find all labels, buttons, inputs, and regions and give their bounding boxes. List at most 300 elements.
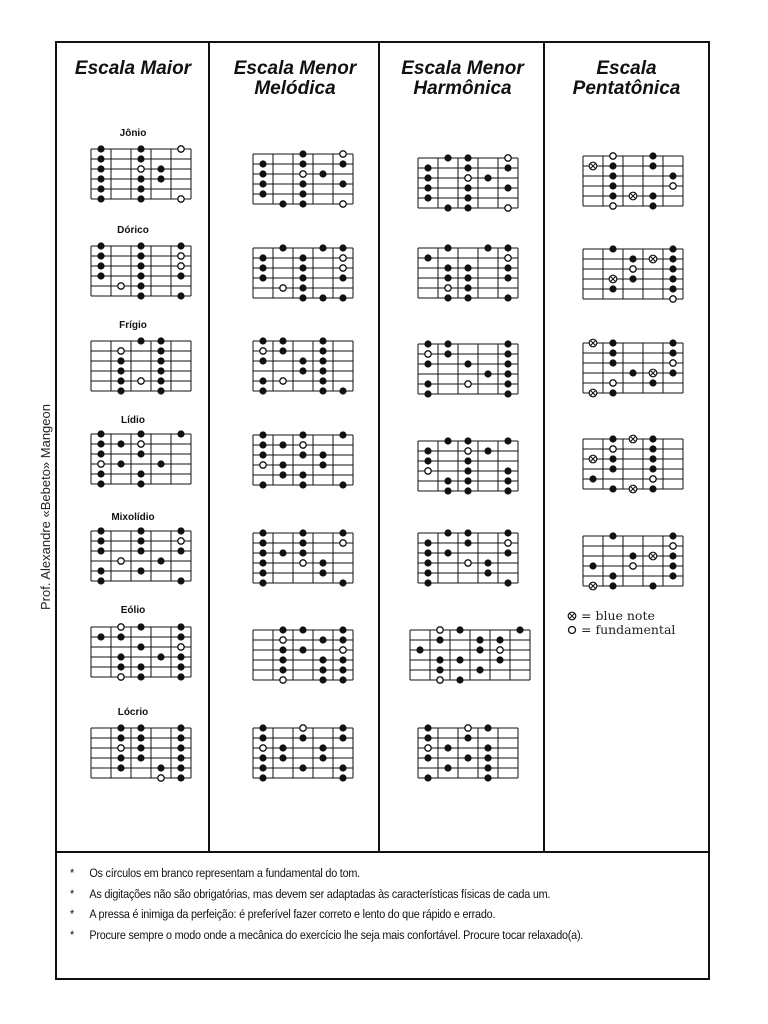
note-dot	[279, 461, 286, 468]
note-dot	[444, 244, 451, 251]
note-dot	[464, 487, 471, 494]
root-note-circle	[118, 624, 124, 630]
fretboard-diagram	[404, 624, 536, 686]
note-dot	[259, 549, 266, 556]
note-dot	[137, 547, 144, 554]
root-note-circle	[300, 725, 306, 731]
note-dot	[649, 192, 656, 199]
note-dot	[137, 744, 144, 751]
note-dot	[436, 636, 443, 643]
note-dot	[177, 547, 184, 554]
note-dot	[177, 774, 184, 781]
note-dot	[669, 265, 676, 272]
note-dot	[476, 646, 483, 653]
note-dot	[484, 754, 491, 761]
fretboard-diagram	[412, 435, 524, 497]
note-dot	[464, 754, 471, 761]
root-note-circle	[280, 677, 286, 683]
note-dot	[157, 377, 164, 384]
root-note-circle	[280, 285, 286, 291]
note-dot	[496, 656, 503, 663]
fretboard-diagram	[247, 242, 359, 304]
note-dot	[259, 190, 266, 197]
note-dot	[484, 244, 491, 251]
note-dot	[319, 367, 326, 374]
note-dot	[504, 244, 511, 251]
note-dot	[259, 579, 266, 586]
note-dot	[137, 663, 144, 670]
root-note-circle	[138, 166, 144, 172]
note-dot	[629, 255, 636, 262]
note-dot	[299, 626, 306, 633]
root-note-circle	[280, 378, 286, 384]
note-dot	[299, 481, 306, 488]
fretboard-diagram	[577, 337, 689, 399]
note-dot	[137, 623, 144, 630]
column-divider	[208, 43, 210, 851]
note-dot	[424, 447, 431, 454]
root-note-circle	[118, 283, 124, 289]
note-dot	[339, 734, 346, 741]
root-note-circle	[610, 203, 616, 209]
note-dot	[649, 582, 656, 589]
note-dot	[157, 387, 164, 394]
note-dot	[609, 162, 616, 169]
fretboard-grid	[583, 245, 683, 302]
note-dot	[464, 294, 471, 301]
note-dot	[259, 724, 266, 731]
fretboard-grid	[253, 626, 353, 683]
note-dot	[444, 340, 451, 347]
note-dot	[117, 754, 124, 761]
note-dot	[117, 633, 124, 640]
note-dot	[464, 539, 471, 546]
note-dot	[137, 282, 144, 289]
root-note-circle	[260, 462, 266, 468]
note-dot	[259, 254, 266, 261]
note-dot	[649, 379, 656, 386]
note-dot	[299, 294, 306, 301]
fretboard-diagram	[85, 722, 197, 784]
root-note-circle	[300, 442, 306, 448]
note-dot	[259, 754, 266, 761]
note-dot	[649, 162, 656, 169]
note-dot	[444, 264, 451, 271]
note-dot	[137, 185, 144, 192]
root-note-circle	[465, 560, 471, 566]
note-dot	[669, 255, 676, 262]
note-dot	[319, 461, 326, 468]
note-dot	[97, 430, 104, 437]
note-dot	[504, 579, 511, 586]
footnote: * As digitações não são obrigatórias, mas devem ser adaptadas às características físicas de cada um.	[70, 886, 551, 901]
fretboard-grid	[418, 724, 518, 781]
root-note-circle	[260, 745, 266, 751]
note-dot	[177, 734, 184, 741]
note-dot	[649, 202, 656, 209]
note-dot	[157, 347, 164, 354]
footnote: * A pressa é inimiga da perfeição: é preferível fazer correto e lento do que rápido e errado.	[70, 907, 496, 921]
note-dot	[319, 754, 326, 761]
note-dot	[279, 471, 286, 478]
note-dot	[137, 673, 144, 680]
note-dot	[464, 467, 471, 474]
note-dot	[97, 175, 104, 182]
note-dot	[669, 572, 676, 579]
root-note-circle	[340, 151, 346, 157]
root-note-circle	[465, 725, 471, 731]
note-dot	[504, 340, 511, 347]
note-dot	[319, 636, 326, 643]
legend	[567, 609, 675, 637]
note-dot	[319, 347, 326, 354]
note-dot	[339, 666, 346, 673]
note-dot	[279, 337, 286, 344]
note-dot	[669, 172, 676, 179]
note-dot	[464, 274, 471, 281]
note-dot	[137, 527, 144, 534]
fretboard-diagram	[412, 722, 524, 784]
fretboard-diagram	[85, 621, 197, 683]
fretboard-grid	[253, 724, 353, 781]
fretboard-diagram	[577, 243, 689, 305]
note-dot	[137, 337, 144, 344]
open-circle-icon	[567, 625, 577, 635]
note-dot	[117, 440, 124, 447]
note-dot	[339, 387, 346, 394]
note-dot	[279, 754, 286, 761]
root-note-circle	[437, 677, 443, 683]
note-dot	[464, 734, 471, 741]
note-dot	[177, 673, 184, 680]
note-dot	[279, 626, 286, 633]
note-dot	[464, 184, 471, 191]
root-note-circle	[670, 183, 676, 189]
root-note-circle	[630, 563, 636, 569]
note-dot	[157, 653, 164, 660]
note-dot	[117, 653, 124, 660]
note-dot	[424, 734, 431, 741]
note-dot	[299, 539, 306, 546]
root-note-circle	[118, 745, 124, 751]
note-dot	[299, 471, 306, 478]
fretboard-grid	[253, 150, 353, 207]
note-dot	[177, 663, 184, 670]
root-note-circle	[670, 360, 676, 366]
note-dot	[299, 367, 306, 374]
note-dot	[609, 532, 616, 539]
note-dot	[464, 529, 471, 536]
note-dot	[137, 470, 144, 477]
note-dot	[609, 485, 616, 492]
note-dot	[279, 646, 286, 653]
fretboard-grid	[583, 339, 683, 397]
mode-name-locrio: Lócrio	[117, 707, 149, 718]
fretboard-diagram	[247, 148, 359, 210]
root-note-circle	[445, 285, 451, 291]
root-note-circle	[610, 446, 616, 452]
note-dot	[609, 359, 616, 366]
mode-name-mixolidio: Mixolídio	[111, 512, 155, 523]
note-dot	[464, 477, 471, 484]
note-dot	[504, 477, 511, 484]
root-note-circle	[300, 560, 306, 566]
root-note-circle	[505, 155, 511, 161]
fretboard-diagram	[412, 152, 524, 214]
note-dot	[339, 676, 346, 683]
note-dot	[504, 467, 511, 474]
note-dot	[504, 274, 511, 281]
note-dot	[609, 339, 616, 346]
note-dot	[339, 529, 346, 536]
note-dot	[609, 465, 616, 472]
fretboard-diagram	[85, 143, 197, 205]
fretboard-diagram	[85, 335, 197, 397]
note-dot	[444, 154, 451, 161]
note-dot	[589, 562, 596, 569]
root-note-circle	[340, 255, 346, 261]
note-dot	[177, 430, 184, 437]
note-dot	[339, 579, 346, 586]
note-dot	[504, 390, 511, 397]
note-dot	[319, 559, 326, 566]
note-dot	[259, 337, 266, 344]
note-dot	[339, 764, 346, 771]
note-dot	[456, 656, 463, 663]
note-dot	[117, 367, 124, 374]
note-dot	[424, 340, 431, 347]
note-dot	[177, 623, 184, 630]
note-dot	[649, 435, 656, 442]
note-dot	[157, 337, 164, 344]
fretboard-grid	[91, 724, 191, 781]
fretboard-diagram	[577, 150, 689, 212]
fretboard-grid	[91, 145, 191, 202]
root-note-circle	[178, 538, 184, 544]
column-divider	[543, 43, 545, 851]
note-dot	[157, 557, 164, 564]
note-dot	[117, 460, 124, 467]
note-dot	[484, 370, 491, 377]
note-dot	[137, 195, 144, 202]
note-dot	[436, 656, 443, 663]
fretboard-diagram	[577, 530, 689, 592]
note-dot	[444, 549, 451, 556]
note-dot	[339, 294, 346, 301]
note-dot	[424, 360, 431, 367]
note-dot	[319, 170, 326, 177]
note-dot	[259, 481, 266, 488]
note-dot	[669, 339, 676, 346]
note-dot	[496, 636, 503, 643]
root-note-circle	[650, 476, 656, 482]
root-note-circle	[340, 265, 346, 271]
note-dot	[456, 676, 463, 683]
note-dot	[436, 666, 443, 673]
fretboard-grid	[418, 244, 518, 301]
note-dot	[424, 380, 431, 387]
note-dot	[259, 431, 266, 438]
note-dot	[137, 155, 144, 162]
note-dot	[339, 724, 346, 731]
note-dot	[259, 264, 266, 271]
note-dot	[424, 569, 431, 576]
note-dot	[484, 447, 491, 454]
note-dot	[117, 724, 124, 731]
note-dot	[157, 367, 164, 374]
note-dot	[117, 764, 124, 771]
fretboard-grid	[91, 337, 191, 394]
mode-name-frigio: Frígio	[119, 320, 147, 331]
note-dot	[669, 369, 676, 376]
root-note-circle	[178, 263, 184, 269]
note-dot	[97, 527, 104, 534]
note-dot	[504, 370, 511, 377]
fretboard-grid	[91, 430, 191, 487]
note-dot	[589, 475, 596, 482]
note-dot	[504, 264, 511, 271]
note-dot	[629, 369, 636, 376]
note-dot	[157, 764, 164, 771]
note-dot	[669, 275, 676, 282]
note-dot	[649, 445, 656, 452]
note-dot	[137, 754, 144, 761]
fretboard-grid	[418, 529, 518, 586]
root-note-circle	[437, 627, 443, 633]
note-dot	[424, 254, 431, 261]
note-dot	[319, 656, 326, 663]
note-dot	[319, 244, 326, 251]
note-dot	[259, 377, 266, 384]
note-dot	[464, 194, 471, 201]
note-dot	[117, 387, 124, 394]
note-dot	[339, 626, 346, 633]
fretboard-diagram	[247, 722, 359, 784]
root-note-circle	[178, 253, 184, 259]
note-dot	[137, 175, 144, 182]
root-note-circle	[340, 647, 346, 653]
note-dot	[299, 764, 306, 771]
note-dot	[177, 764, 184, 771]
note-dot	[177, 633, 184, 640]
root-note-circle	[340, 201, 346, 207]
mode-name-dorico: Dórico	[117, 225, 149, 236]
note-dot	[319, 451, 326, 458]
note-dot	[97, 272, 104, 279]
note-dot	[319, 387, 326, 394]
column-title-escala-menor-harmonica: Escala Menor Harmônica	[401, 58, 524, 99]
note-dot	[339, 244, 346, 251]
footnote: * Os círculos em branco representam a fundamental do tom.	[70, 866, 360, 880]
fretboard-grid	[583, 532, 683, 589]
note-dot	[259, 764, 266, 771]
note-dot	[504, 350, 511, 357]
note-dot	[629, 275, 636, 282]
note-dot	[177, 744, 184, 751]
note-dot	[299, 646, 306, 653]
note-dot	[299, 180, 306, 187]
fretboard-grid	[583, 435, 683, 493]
note-dot	[609, 435, 616, 442]
note-dot	[259, 774, 266, 781]
note-dot	[339, 180, 346, 187]
note-dot	[609, 572, 616, 579]
note-dot	[177, 724, 184, 731]
root-note-circle	[118, 558, 124, 564]
root-note-circle	[138, 378, 144, 384]
note-dot	[649, 152, 656, 159]
note-dot	[97, 577, 104, 584]
root-note-circle	[158, 775, 164, 781]
note-dot	[137, 480, 144, 487]
note-dot	[97, 262, 104, 269]
footnotes	[70, 863, 700, 945]
note-dot	[609, 455, 616, 462]
note-dot	[319, 294, 326, 301]
note-dot	[137, 450, 144, 457]
fretboard-diagram	[85, 525, 197, 587]
note-dot	[464, 457, 471, 464]
note-dot	[424, 174, 431, 181]
note-dot	[424, 184, 431, 191]
note-dot	[464, 437, 471, 444]
root-note-circle	[610, 380, 616, 386]
note-dot	[279, 200, 286, 207]
root-note-circle	[178, 196, 184, 202]
note-dot	[97, 450, 104, 457]
note-dot	[299, 264, 306, 271]
note-dot	[97, 155, 104, 162]
note-dot	[609, 192, 616, 199]
note-dot	[157, 357, 164, 364]
note-dot	[669, 245, 676, 252]
note-dot	[279, 744, 286, 751]
scales-sheet	[55, 41, 710, 980]
note-dot	[319, 676, 326, 683]
author-credit: Prof. Alexandre «Bebeto» Mangeon	[38, 404, 53, 610]
note-dot	[464, 360, 471, 367]
note-dot	[259, 170, 266, 177]
fretboard-diagram	[247, 527, 359, 589]
fretboard-diagram	[247, 429, 359, 491]
column-title-escala-menor-melodica: Escala Menor Melódica	[233, 58, 357, 99]
note-dot	[504, 164, 511, 171]
root-note-circle	[505, 540, 511, 546]
root-note-circle	[425, 745, 431, 751]
root-note-circle	[630, 266, 636, 272]
note-dot	[177, 754, 184, 761]
note-dot	[137, 643, 144, 650]
note-dot	[177, 653, 184, 660]
note-dot	[339, 636, 346, 643]
note-dot	[97, 633, 104, 640]
note-dot	[137, 537, 144, 544]
footnote: * Procure sempre o modo onde a mecânica do exercício lhe seja mais confortável. Procure tocar relaxado(a).	[70, 927, 584, 942]
note-dot	[259, 274, 266, 281]
note-dot	[484, 174, 491, 181]
note-dot	[97, 567, 104, 574]
note-dot	[424, 579, 431, 586]
root-note-circle	[497, 647, 503, 653]
note-dot	[177, 577, 184, 584]
note-dot	[476, 636, 483, 643]
column-title-escala-pentatonica: Escala Pentatônica	[572, 58, 681, 99]
note-dot	[669, 532, 676, 539]
note-dot	[444, 437, 451, 444]
note-dot	[279, 549, 286, 556]
note-dot	[177, 292, 184, 299]
root-note-circle	[670, 543, 676, 549]
